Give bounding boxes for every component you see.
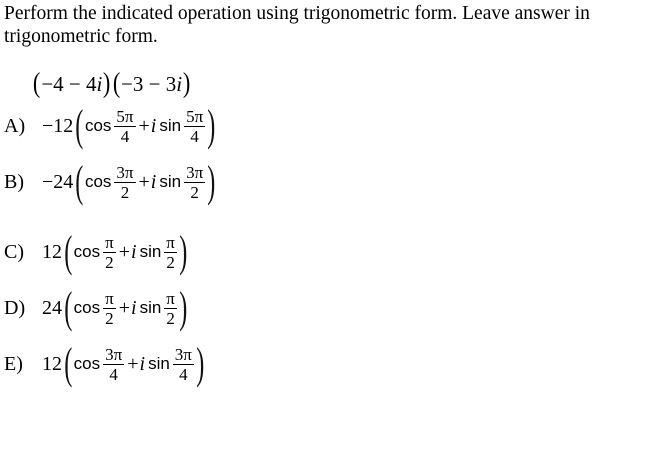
answer-choice[interactable] [4,98,216,154]
angle-fraction [184,107,205,146]
close-paren: ) [179,283,188,332]
choice-letter: E) [4,352,23,375]
first-factor-real: −4 − 4 [41,71,97,96]
fraction-denominator: 2 [190,182,199,202]
cos-label: cos [73,354,101,373]
choice-coefficient: −24 [42,170,74,193]
fraction-numerator: 3π [174,344,192,364]
close-paren: ) [103,68,111,99]
sin-label: sin [148,354,170,373]
cos-label: cos [73,242,101,261]
fraction-numerator: 5π [116,106,134,126]
open-paren: ( [32,68,41,99]
problem-expression [32,70,191,98]
answer-choice[interactable] [4,224,188,280]
cos-label: cos [84,116,112,135]
plus-sign: + [138,114,150,137]
plus-sign: + [127,352,139,375]
open-paren: ( [64,227,73,276]
imaginary-unit: i [139,352,146,375]
first-factor-imag-unit: i [96,71,103,96]
fraction-denominator: 2 [120,182,130,202]
choice-letter: B) [4,170,24,193]
fraction-denominator: 2 [166,252,175,272]
fraction-numerator: π [166,288,175,308]
fraction-denominator: 4 [190,126,199,146]
fraction-numerator: 3π [105,344,123,364]
angle-fraction [103,345,124,384]
choice-letter: C) [4,240,24,263]
angle-fraction [103,233,116,272]
angle-fraction [173,345,194,384]
second-factor-real: −3 − 3 [121,71,177,96]
open-paren: ( [75,157,84,206]
sin-label: sin [159,116,182,135]
angle-fraction [164,233,177,272]
sin-label: sin [159,172,182,191]
second-factor-imag-unit: i [176,71,183,96]
plus-sign: + [138,170,150,193]
fraction-numerator: π [105,232,114,252]
open-paren: ( [64,283,73,332]
answer-choice[interactable] [4,336,205,392]
fraction-denominator: 2 [166,308,175,328]
close-paren: ) [196,339,205,388]
imaginary-unit: i [150,170,157,193]
angle-fraction [164,289,177,328]
choice-letter: D) [4,296,26,319]
fraction-denominator: 4 [120,126,130,146]
choice-letter: A) [4,114,26,137]
close-paren: ) [207,101,216,150]
cos-label: cos [73,298,101,317]
close-paren: ) [179,227,188,276]
cos-label: cos [84,172,112,191]
sin-label: sin [139,298,162,317]
imaginary-unit: i [131,240,137,263]
close-paren: ) [207,157,216,206]
plus-sign: + [118,240,130,263]
fraction-numerator: π [166,232,175,252]
question-prompt: Perform the indicated operation using trigonometric form. Leave answer in trigonometric form. [4,3,590,47]
imaginary-unit: i [150,114,157,137]
sin-label: sin [139,242,162,261]
choice-coefficient: 24 [42,296,62,319]
choice-coefficient: 12 [42,240,62,263]
fraction-denominator: 4 [109,364,118,384]
angle-fraction [103,289,116,328]
open-paren: ( [112,68,121,99]
fraction-numerator: 5π [186,106,204,126]
fraction-denominator: 4 [179,364,188,384]
choice-coefficient: −12 [42,114,74,137]
open-paren: ( [64,339,73,388]
fraction-denominator: 2 [105,252,114,272]
plus-sign: + [118,296,130,319]
imaginary-unit: i [131,296,137,319]
fraction-numerator: π [105,288,114,308]
close-paren: ) [182,68,191,99]
answer-choice[interactable] [4,280,188,336]
answer-choice[interactable] [4,154,216,210]
open-paren: ( [75,101,84,150]
fraction-numerator: 3π [186,162,204,182]
angle-fraction [184,163,205,202]
angle-fraction [114,163,135,202]
fraction-denominator: 2 [105,308,114,328]
fraction-numerator: 3π [116,162,134,182]
angle-fraction [114,107,135,146]
choice-coefficient: 12 [42,352,62,375]
